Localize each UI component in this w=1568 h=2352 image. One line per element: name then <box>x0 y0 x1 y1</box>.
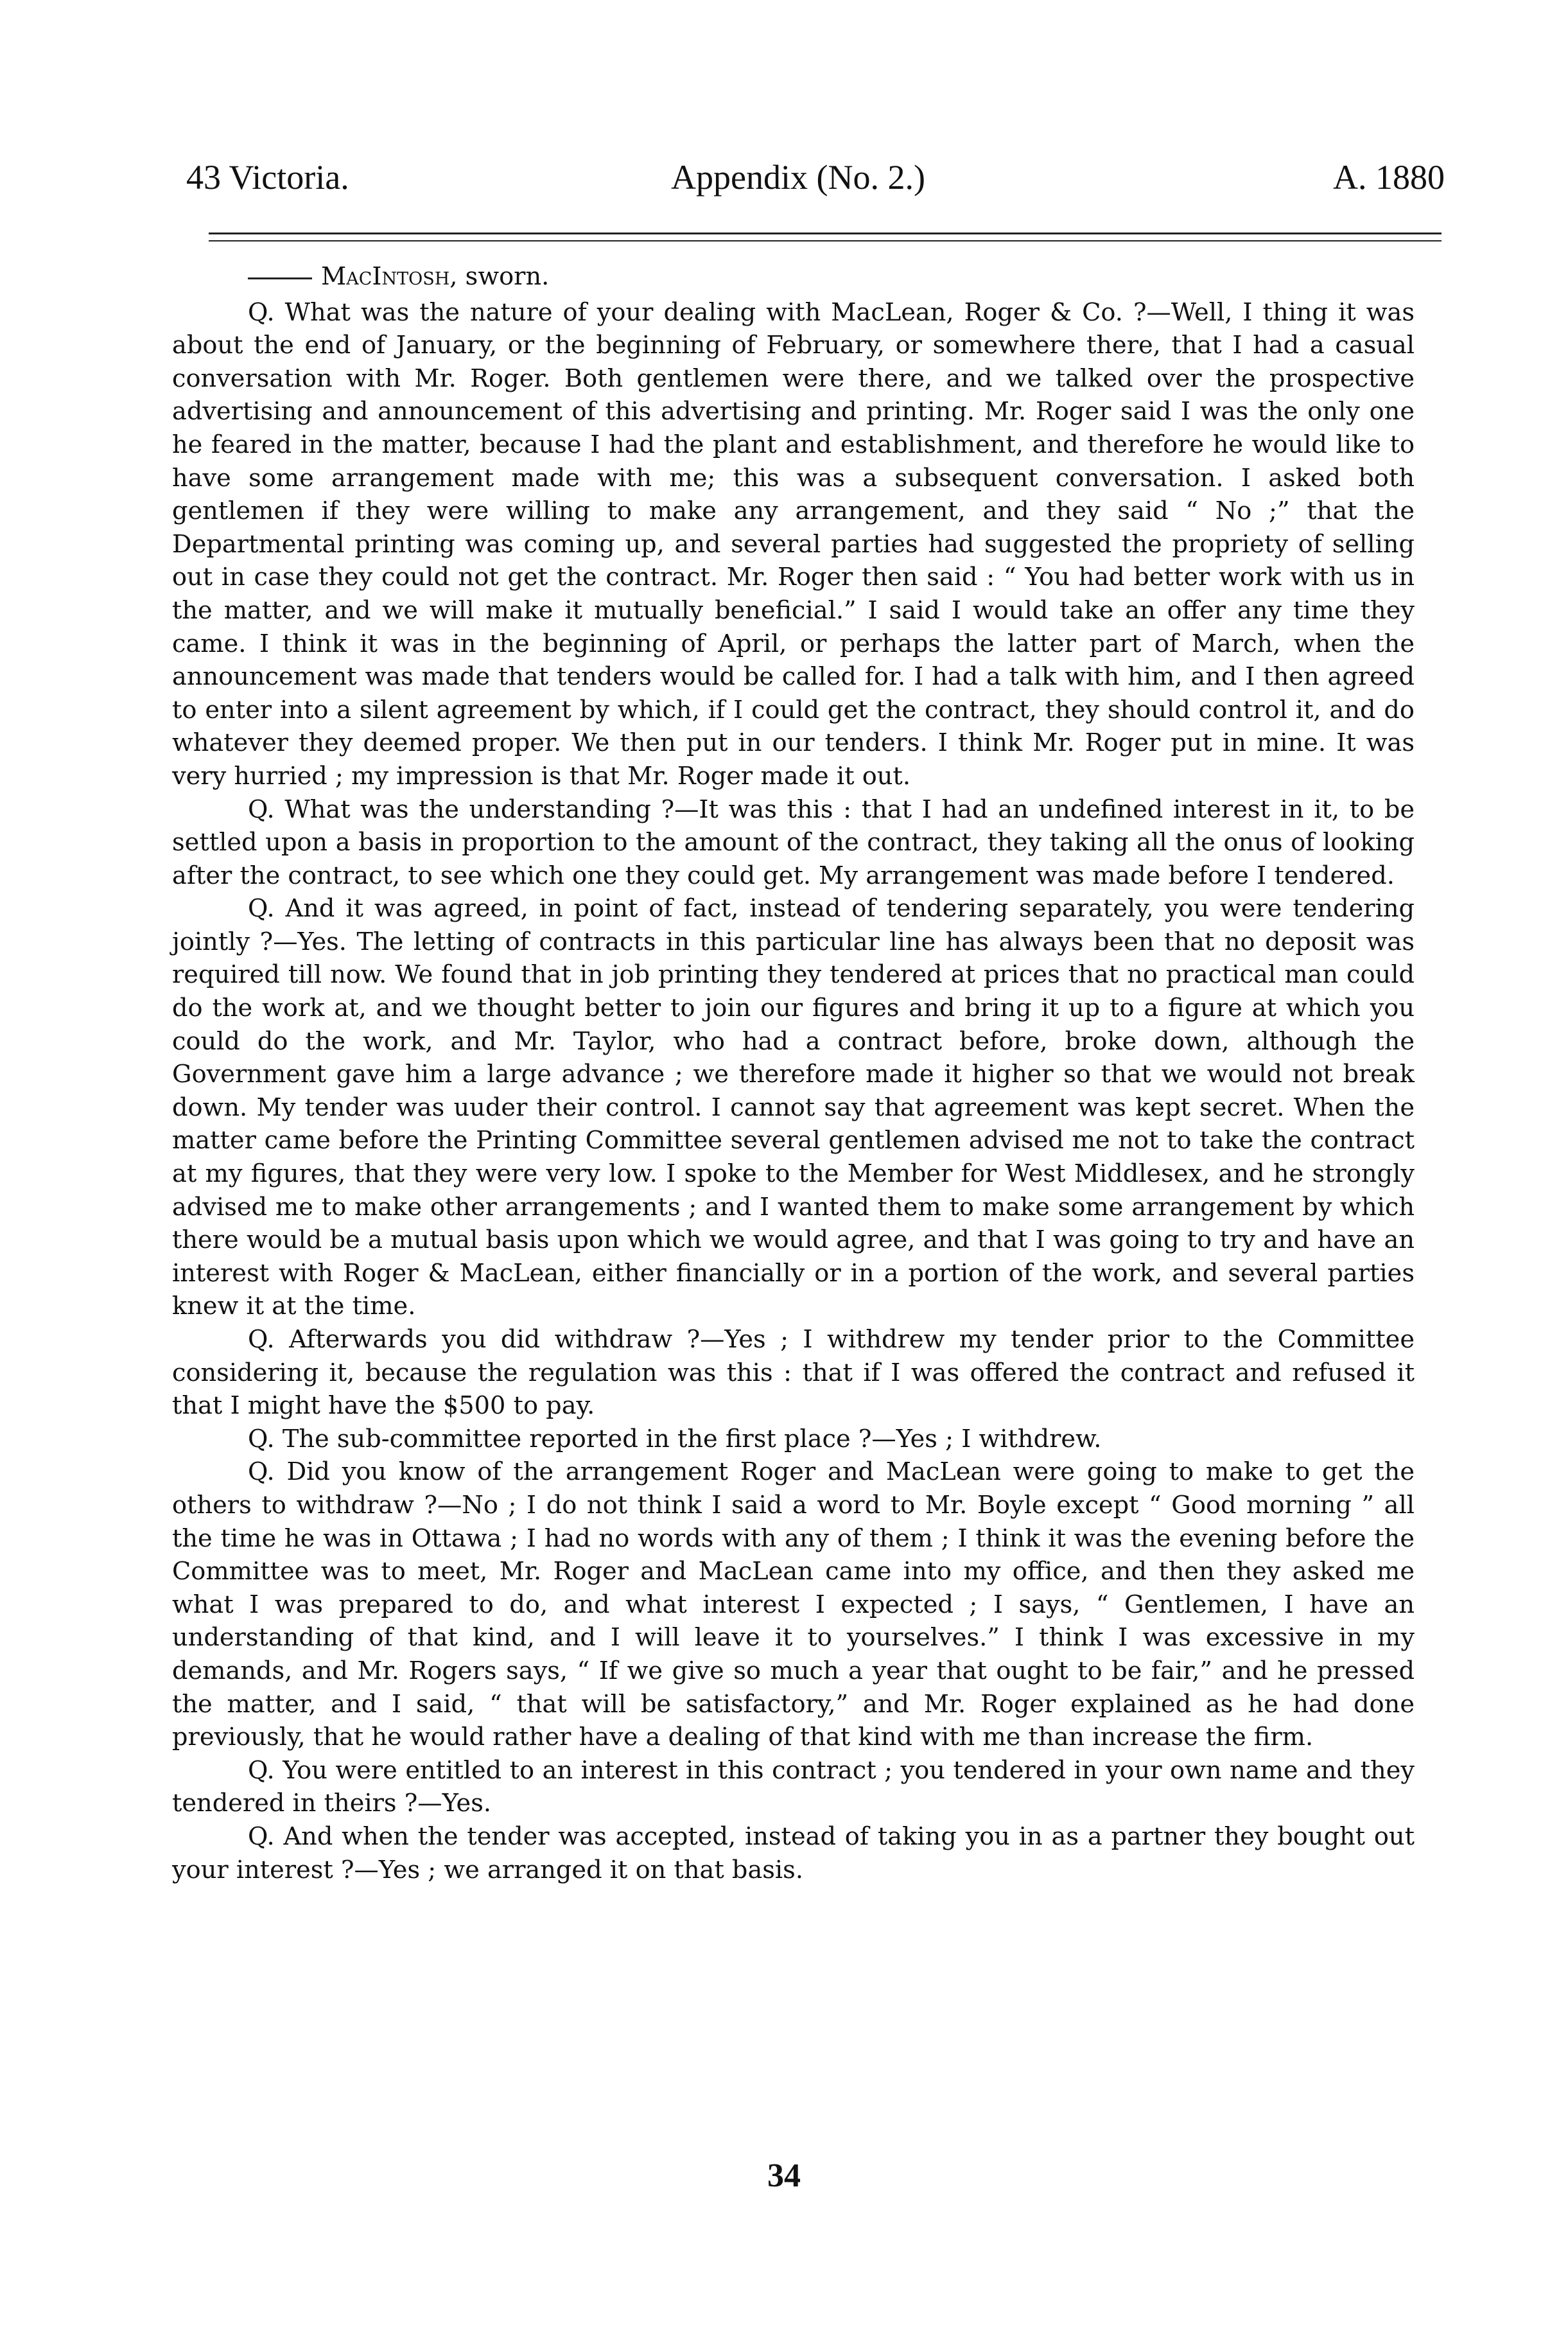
witness-status: sworn. <box>465 262 550 291</box>
witness-name: MacIntosh, <box>321 262 458 291</box>
witness-line <box>172 260 1415 294</box>
header-year: A. 1880 <box>1333 158 1445 197</box>
running-head <box>186 145 1445 202</box>
header-session: 43 Victoria. <box>186 158 349 197</box>
header-rule-bottom <box>209 240 1442 241</box>
paragraph-7: Q. You were entitled to an interest in this contract ; you tendered in your own name and they tendered in theirs ?—Yes. <box>172 1755 1415 1818</box>
paragraph-3: Q. And it was agreed, in point of fact, instead of tendering separately, you were tendering jointly ?—Yes. The letting of contracts in this particular line has always been that no deposit was required till now. We found that in job printing they tendered at prices that no practical man could do the work at, and we thought better to join our figures and bring it up to a figure at which you could do the work, and Mr. Taylor, who had a contract before, broke down, although the Government gave him a large advance ; we therefore made it higher so that we would not break down. My tender was uuder their control. I cannot say that agreement was kept secret. When the matter came before the Printing Committee several gentlemen advised me not to take the contract at my figures, that they were very low. I spoke to the Member for West Middlesex, and he strongly advised me to make other arrangements ; and I wanted them to make some arrangement by which there would be a mutual basis upon which we would agree, and that I was going to try and have an interest with Roger & MacLean, either financially or in a portion of the work, and several parties knew it at the time. <box>172 894 1415 1321</box>
paragraph-4: Q. Afterwards you did withdraw ?—Yes ; I withdrew my tender prior to the Committee considering it, because the regulation was this : that if I was offered the contract and refused it that I might have the $500 to pay. <box>172 1325 1415 1421</box>
paragraph-2: Q. What was the understanding ?—It was this : that I had an undefined interest in it, to be settled upon a basis in proportion to the amount of the contract, they taking all the onus of looking after the contract, to see which one they could get. My arrangement was made before I tendered. <box>172 794 1415 890</box>
paragraph-5: Q. The sub-committee reported in the first place ?—Yes ; I withdrew. <box>248 1424 1102 1453</box>
paragraph-8: Q. And when the tender was accepted, instead of taking you in as a partner they bought out your interest ?—Yes ; we arranged it on that basis. <box>172 1821 1415 1884</box>
paragraph-6: Q. Did you know of the arrangement Roger and MacLean were going to make to get the others to withdraw ?—No ; I do not think I said a word to Mr. Boyle except “ Good morning ” all the time he was in Ottawa ; I had no words with any of them ; I think it was the evening before the Committee was to meet, Mr. Roger and MacLean came into my office, and then they asked me what I was prepared to do, and what interest I expected ; I says, “ Gentlemen, I have an understanding of that kind, and I will leave it to yourselves.” I think I was excessive in my demands, and Mr. Rogers says, “ If we give so much a year that ought to be fair,” and he pressed the matter, and I said, “ that will be satisfactory,” and Mr. Roger explained as he had done previously, that he would rather have a dealing of that kind with me than increase the firm. <box>172 1457 1415 1752</box>
testimony-body <box>172 260 1415 1886</box>
name-dash <box>248 277 312 279</box>
paragraph-1: Q. What was the nature of your dealing with MacLean, Roger & Co. ?—Well, I thing it was about the end of January, or the beginning of February, or somewhere there, that I had a casual conversation with Mr. Roger. Both gentlemen were there, and we talked over the prospective advertising and announcement of this advertising and printing. Mr. Roger said I was the only one he feared in the matter, because I had the plant and establishment, and therefore he would like to have some arrangement made with me; this was a subsequent conversation. I asked both gentlemen if they were willing to make any arrangement, and they said “ No ;” that the Departmental printing was coming up, and several parties had suggested the propriety of selling out in case they could not get the contract. Mr. Roger then said : “ You had better work with us in the matter, and we will make it mutually beneficial.” I said I would take an offer any time they came. I think it was in the beginning of April, or perhaps the latter part of March, when the announcement was made that tenders would be called for. I had a talk with him, and I then agreed to enter into a silent agreement by which, if I could get the contract, they should control it, and do whatever they deemed proper. We then put in our tenders. I think Mr. Roger put in mine. It was very hurried ; my impression is that Mr. Roger made it out. <box>172 297 1415 791</box>
page-number: 34 <box>767 2157 801 2194</box>
header-rule-top <box>209 233 1442 234</box>
header-appendix: Appendix (No. 2.) <box>671 158 925 197</box>
